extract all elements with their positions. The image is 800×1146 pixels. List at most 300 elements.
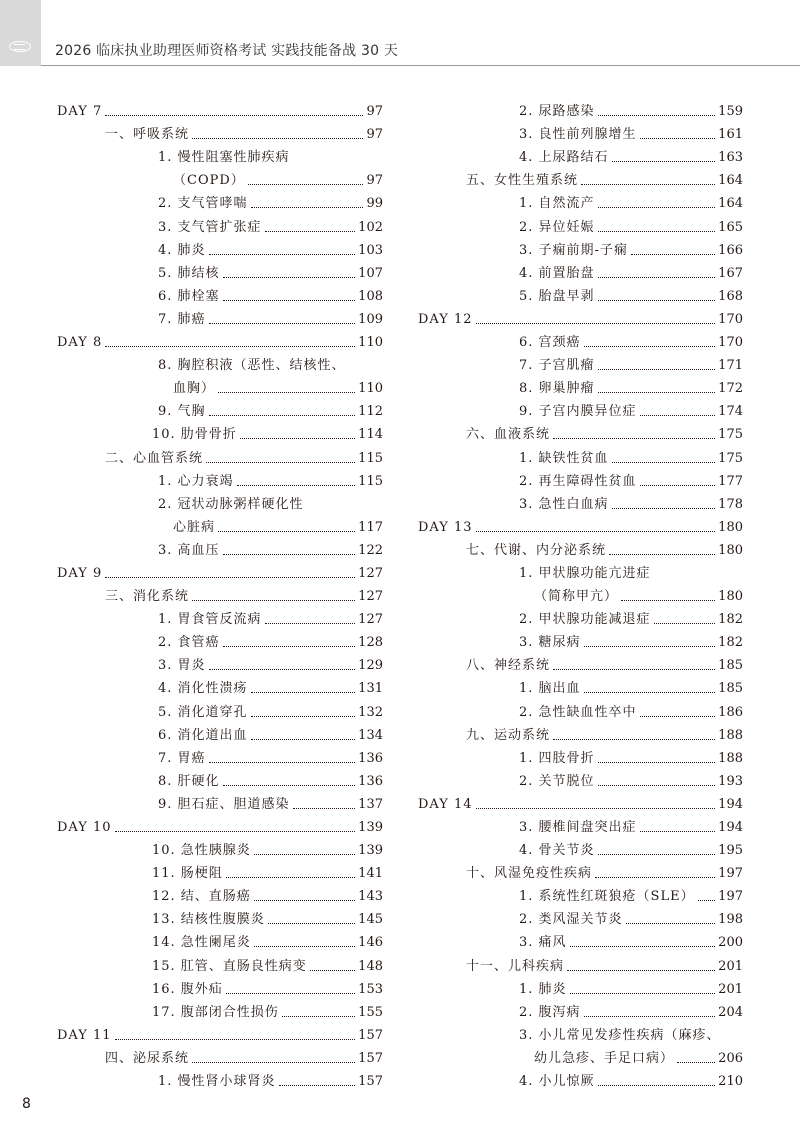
toc-entry [57, 950, 383, 973]
header-rule [41, 65, 800, 66]
toc-day-heading [57, 327, 383, 350]
dot-leader [640, 485, 716, 486]
toc-page-number: 168 [718, 288, 743, 304]
toc-entry-title: 1. 四肢骨折 [519, 750, 595, 766]
toc-entry-title: 九、运动系统 [466, 727, 551, 743]
toc-entry [57, 535, 383, 558]
toc-entry-title: DAY 13 [418, 519, 473, 535]
toc-entry-title: 七、代谢、内分泌系统 [466, 542, 607, 558]
toc-entry [418, 627, 743, 650]
dot-leader [218, 531, 355, 532]
toc-page-number: 127 [358, 612, 383, 628]
dot-leader [254, 946, 355, 947]
toc-entry [57, 350, 383, 373]
toc-page-number: 185 [718, 681, 743, 697]
dot-leader [223, 785, 356, 786]
toc-page-number: 148 [358, 958, 383, 974]
dot-leader [553, 669, 715, 670]
dot-leader [640, 415, 716, 416]
dot-leader [192, 1062, 355, 1063]
toc-page-number: 136 [358, 773, 383, 789]
toc-day-heading [57, 1020, 383, 1043]
dot-leader [553, 739, 715, 740]
dot-leader [598, 369, 716, 370]
toc-entry [57, 512, 383, 535]
toc-entry-title: DAY 7 [57, 104, 103, 120]
toc-page-number: 112 [358, 404, 383, 420]
toc-entry [418, 442, 743, 465]
toc-entry-title: 4. 小儿惊厥 [519, 1074, 595, 1090]
dot-leader [251, 716, 356, 717]
toc-page-number: 110 [358, 335, 383, 351]
dot-leader [476, 808, 716, 809]
toc-day-heading [418, 512, 743, 535]
toc-entry-title: 8. 肝硬化 [158, 773, 220, 789]
toc-entry [57, 650, 383, 673]
toc-entry-title: 3. 高血压 [158, 542, 220, 558]
header-tab [0, 0, 41, 66]
toc-entry-title: 5. 肺结核 [158, 265, 220, 281]
running-header-title: 2026 临床执业助理医师资格考试 实践技能备战 30 天 [55, 43, 399, 59]
toc-entry [418, 119, 743, 142]
toc-entry [57, 766, 383, 789]
toc-page-number: 155 [358, 1004, 383, 1020]
toc-entry-title: 1. 缺铁性贫血 [519, 450, 609, 466]
dot-leader [251, 207, 364, 208]
dot-leader [567, 970, 715, 971]
dot-leader [218, 392, 355, 393]
toc-section-heading [418, 165, 743, 188]
dot-leader [254, 900, 355, 901]
toc-entry [418, 581, 743, 604]
toc-entry [418, 188, 743, 211]
toc-page-number: 180 [718, 589, 743, 605]
toc-page-number: 103 [358, 242, 383, 258]
toc-entry [57, 188, 383, 211]
toc-entry-title: 6. 肺栓塞 [158, 288, 220, 304]
toc-page-number: 175 [718, 427, 743, 443]
toc-section-heading [418, 950, 743, 973]
toc-page-number: 141 [358, 866, 383, 882]
toc-day-heading [418, 789, 743, 812]
toc-entry-title: 五、女性生殖系统 [466, 173, 579, 189]
toc-page-number: 177 [718, 473, 743, 489]
toc-entry [57, 142, 383, 165]
toc-entry-title: DAY 8 [57, 335, 103, 351]
toc-entry [57, 904, 383, 927]
dot-leader [612, 161, 716, 162]
toc-entry [57, 211, 383, 234]
toc-entry [57, 997, 383, 1020]
toc-entry [57, 281, 383, 304]
dot-leader [105, 346, 355, 347]
toc-entry-title: 7. 肺癌 [158, 311, 206, 327]
page-number: 8 [22, 1096, 31, 1112]
toc-entry [57, 604, 383, 627]
dot-leader [584, 346, 716, 347]
toc-entry [57, 835, 383, 858]
toc-entry-title: 八、神经系统 [466, 658, 551, 674]
toc-section-heading [57, 119, 383, 142]
toc-page-number: 182 [718, 635, 743, 651]
toc-entry [57, 396, 383, 419]
toc-page-number: 129 [358, 658, 383, 674]
dot-leader [265, 623, 356, 624]
toc-entry-title: 3. 子痫前期-子痫 [519, 242, 628, 258]
dot-leader [698, 900, 716, 901]
toc-entry-title: 5. 消化道穿孔 [158, 704, 248, 720]
toc-page-number: 197 [718, 889, 743, 905]
toc-entry-title: 12. 结、直肠癌 [152, 889, 251, 905]
toc-page-number: 159 [718, 104, 743, 120]
toc-entry-title: 3. 良性前列腺增生 [519, 127, 637, 143]
toc-page-number: 174 [718, 404, 743, 420]
toc-entry-title: DAY 10 [57, 820, 112, 835]
toc-page-number: 161 [718, 127, 743, 143]
toc-page-number: 164 [718, 196, 743, 212]
toc-page-number: 110 [358, 381, 383, 397]
dot-leader [240, 438, 355, 439]
toc-page-number: 97 [366, 127, 383, 143]
toc-entry-title: 血胸） [173, 381, 216, 397]
toc-entry-title: 1. 心力衰竭 [158, 473, 234, 489]
toc-entry [57, 720, 383, 743]
toc-entry-title: 1. 脑出血 [519, 681, 581, 697]
dot-leader [570, 946, 716, 947]
dot-leader [581, 184, 715, 185]
toc-entry-title: 十、风湿免疫性疾病 [466, 866, 593, 882]
toc-day-heading [418, 304, 743, 327]
toc-entry-title: 2. 再生障碍性贫血 [519, 473, 637, 489]
toc-entry-title: 7. 子宫肌瘤 [519, 358, 595, 374]
toc-entry [418, 558, 743, 581]
toc-entry-title: 17. 腹部闭合性损伤 [152, 1004, 279, 1020]
dot-leader [584, 1016, 716, 1017]
toc-entry-title: DAY 12 [418, 311, 473, 327]
toc-entry [418, 1043, 743, 1066]
toc-page-number: 167 [718, 265, 743, 281]
toc-entry [418, 350, 743, 373]
toc-page-number: 185 [718, 658, 743, 674]
toc-entry [418, 235, 743, 258]
toc-page-number: 194 [718, 820, 743, 835]
toc-entry-title: 8. 胸腔积液（恶性、结核性、 [158, 358, 346, 374]
dot-leader [209, 254, 356, 255]
toc-entry-title: 3. 急性白血病 [519, 496, 609, 512]
toc-entry [418, 142, 743, 165]
toc-entry-title: 11. 肠梗阻 [152, 866, 223, 882]
toc-entry [418, 974, 743, 997]
toc-entry-title: 15. 肛管、直肠良性病变 [152, 958, 307, 974]
toc-entry [418, 835, 743, 858]
toc-entry [418, 696, 743, 719]
toc-entry-title: 1. 慢性阻塞性肺疾病 [158, 150, 290, 166]
toc-entry [418, 766, 743, 789]
toc-entry [57, 696, 383, 719]
dot-leader [654, 623, 716, 624]
toc-entry-title: 16. 腹外疝 [152, 981, 223, 997]
toc-entry-title: （简称甲亢） [534, 589, 619, 605]
toc-page-number: 117 [358, 519, 383, 535]
toc-entry [418, 743, 743, 766]
toc-page-number: 108 [358, 288, 383, 304]
toc-entry [57, 304, 383, 327]
toc-page-number: 170 [718, 335, 743, 351]
toc-entry-title: 三、消化系统 [105, 589, 190, 605]
toc-entry-title: 13. 结核性腹膜炎 [152, 912, 265, 928]
toc-page-number: 163 [718, 150, 743, 166]
toc-entry [418, 812, 743, 835]
toc-page-number: 114 [358, 427, 383, 443]
toc-entry [418, 604, 743, 627]
toc-entry [418, 396, 743, 419]
toc-entry-title: 1. 系统性红斑狼疮（SLE） [519, 889, 695, 905]
toc-entry [57, 743, 383, 766]
toc-entry [418, 927, 743, 950]
dot-leader [209, 762, 356, 763]
toc-entry-title: 4. 上尿路结石 [519, 150, 609, 166]
dot-leader [640, 138, 716, 139]
toc-entry-title: 2. 甲状腺功能减退症 [519, 612, 651, 628]
toc-entry [57, 165, 383, 188]
dot-leader [254, 854, 355, 855]
toc-page-number: 132 [358, 704, 383, 720]
toc-entry [418, 466, 743, 489]
toc-page-number: 127 [358, 589, 383, 605]
dot-leader [282, 1016, 355, 1017]
toc-entry-title: 2. 冠状动脉粥样硬化性 [158, 496, 304, 512]
toc-entry [57, 235, 383, 258]
toc-entry-title: 4. 消化性溃疡 [158, 681, 248, 697]
dot-leader [223, 646, 356, 647]
dot-leader [621, 600, 715, 601]
dot-leader [209, 323, 356, 324]
dot-leader [612, 508, 716, 509]
toc-page-number: 195 [718, 843, 743, 859]
toc-entry-title: 二、心血管系统 [105, 450, 204, 466]
dot-leader [476, 531, 716, 532]
toc-page-number: 131 [358, 681, 383, 697]
toc-entry [418, 281, 743, 304]
dot-leader [570, 993, 716, 994]
dot-leader [595, 877, 715, 878]
toc-section-heading [418, 720, 743, 743]
toc-entry [418, 373, 743, 396]
toc-page-number: 172 [718, 381, 743, 397]
toc-entry [57, 489, 383, 512]
dot-leader [598, 854, 716, 855]
publisher-logo-icon [9, 41, 31, 52]
toc-section-heading [418, 858, 743, 881]
toc-entry-title: 6. 消化道出血 [158, 727, 248, 743]
toc-page-number: 170 [718, 311, 743, 327]
toc-entry-title: 6. 宫颈癌 [519, 335, 581, 351]
dot-leader [598, 277, 716, 278]
toc-page-number: 107 [358, 265, 383, 281]
dot-leader [310, 970, 355, 971]
toc-entry [57, 419, 383, 442]
toc-page-number: 171 [718, 358, 743, 374]
toc-page-number: 134 [358, 727, 383, 743]
toc-entry-title: DAY 11 [57, 1027, 112, 1043]
toc-section-heading [57, 1043, 383, 1066]
toc-page-number: 178 [718, 496, 743, 512]
dot-leader [105, 577, 355, 578]
dot-leader [609, 554, 715, 555]
toc-page-number: 157 [358, 1074, 383, 1090]
dot-leader [115, 831, 356, 832]
toc-page-number: 97 [366, 173, 383, 189]
toc-entry-title: 3. 腰椎间盘突出症 [519, 820, 637, 835]
dot-leader [476, 323, 716, 324]
toc-section-heading [418, 650, 743, 673]
dot-leader [115, 1039, 356, 1040]
toc-entry [418, 258, 743, 281]
dot-leader [584, 692, 716, 693]
toc-page-number: 201 [718, 981, 743, 997]
toc-entry-title: 9. 胆石症、胆道感染 [158, 796, 290, 812]
dot-leader [612, 462, 716, 463]
toc-page-number: 99 [366, 196, 383, 212]
toc-page-number: 193 [718, 773, 743, 789]
dot-leader [223, 300, 356, 301]
dot-leader [598, 115, 716, 116]
dot-leader [251, 739, 356, 740]
toc-page-number: 97 [366, 104, 383, 120]
toc-entry-title: 一、呼吸系统 [105, 127, 190, 143]
toc-page-number: 210 [718, 1074, 743, 1090]
dot-leader [631, 254, 715, 255]
toc-entry-title: 3. 小儿常见发疹性疾病（麻疹、 [519, 1027, 721, 1043]
dot-leader [268, 923, 355, 924]
toc-entry [57, 673, 383, 696]
toc-entry-title: 2. 关节脱位 [519, 773, 595, 789]
dot-leader [265, 231, 356, 232]
toc-page-number: 153 [358, 981, 383, 997]
toc-entry [418, 96, 743, 119]
dot-leader [251, 692, 356, 693]
toc-entry-title: 2. 尿路感染 [519, 104, 595, 120]
dot-leader [192, 600, 355, 601]
toc-day-heading [57, 812, 383, 835]
toc-right-column [418, 96, 743, 1089]
toc-entry-title: 9. 气胸 [158, 404, 206, 420]
toc-page-number: 180 [718, 519, 743, 535]
toc-entry-title: 2. 腹泻病 [519, 1004, 581, 1020]
toc-page-number: 164 [718, 173, 743, 189]
dot-leader [584, 646, 716, 647]
toc-page-number: 115 [358, 473, 383, 489]
dot-leader [598, 785, 716, 786]
toc-entry-title: 7. 胃癌 [158, 750, 206, 766]
toc-section-heading [418, 419, 743, 442]
toc-page-number: 109 [358, 311, 383, 327]
toc-entry-title: 1. 甲状腺功能亢进症 [519, 565, 651, 581]
toc-entry [57, 373, 383, 396]
toc-entry [57, 466, 383, 489]
dot-leader [293, 808, 356, 809]
toc-entry-title: 四、泌尿系统 [105, 1050, 190, 1066]
toc-entry [418, 1066, 743, 1089]
toc-page-number: 145 [358, 912, 383, 928]
toc-entry [418, 327, 743, 350]
toc-entry-title: 2. 食管癌 [158, 635, 220, 651]
toc-entry-title: 3. 胃炎 [158, 658, 206, 674]
dot-leader [279, 1085, 356, 1086]
dot-leader [192, 138, 363, 139]
toc-entry-title: 4. 骨关节炎 [519, 843, 595, 859]
toc-page-number: 157 [358, 1027, 383, 1043]
toc-entry-title: 4. 肺炎 [158, 242, 206, 258]
toc-entry-title: 2. 异位妊娠 [519, 219, 595, 235]
toc-page-number: 136 [358, 750, 383, 766]
toc-entry [57, 627, 383, 650]
toc-page-number: 127 [358, 565, 383, 581]
dot-leader [223, 554, 356, 555]
toc-section-heading [57, 442, 383, 465]
toc-section-heading [57, 581, 383, 604]
dot-leader [598, 207, 716, 208]
toc-page-number: 201 [718, 958, 743, 974]
toc-page-number: 166 [718, 242, 743, 258]
toc-page-number: 206 [718, 1050, 743, 1066]
toc-page-number: 200 [718, 935, 743, 951]
dot-leader [598, 762, 716, 763]
toc-entry [418, 489, 743, 512]
toc-page-number: 198 [718, 912, 743, 928]
dot-leader [640, 716, 716, 717]
toc-entry-title: 14. 急性阑尾炎 [152, 935, 251, 951]
toc-page-number: 137 [358, 796, 383, 812]
toc-page-number: 165 [718, 219, 743, 235]
toc-entry-title: 1. 慢性肾小球肾炎 [158, 1074, 276, 1090]
toc-entry-title: 2. 支气管哮喘 [158, 196, 248, 212]
toc-left-column [57, 96, 383, 1089]
toc-entry-title: 2. 类风湿关节炎 [519, 912, 623, 928]
dot-leader [223, 277, 356, 278]
toc-entry-title: DAY 14 [418, 796, 473, 812]
toc-entry-title: 10. 急性胰腺炎 [152, 843, 251, 859]
dot-leader [226, 993, 355, 994]
dot-leader [640, 831, 716, 832]
dot-leader [237, 485, 356, 486]
toc-page-number: 204 [718, 1004, 743, 1020]
toc-entry-title: 六、血液系统 [466, 427, 551, 443]
toc-entry [418, 1020, 743, 1043]
toc-entry-title: 十一、儿科疾病 [466, 958, 565, 974]
toc-entry-title: 幼儿急疹、手足口病） [534, 1050, 675, 1066]
toc-entry-title: 10. 肋骨骨折 [152, 427, 237, 443]
toc-page-number: 143 [358, 889, 383, 905]
toc-entry-title: 1. 肺炎 [519, 981, 567, 997]
toc-page-number: 146 [358, 935, 383, 951]
dot-leader [553, 438, 715, 439]
toc-entry [57, 1066, 383, 1089]
toc-page-number: 180 [718, 542, 743, 558]
toc-entry-title: 8. 卵巢肿瘤 [519, 381, 595, 397]
toc-entry-title: 3. 痛风 [519, 935, 567, 951]
toc-page-number: 128 [358, 635, 383, 651]
toc-entry-title: 5. 胎盘早剥 [519, 288, 595, 304]
toc-entry-title: 心脏病 [173, 519, 216, 535]
toc-page-number: 175 [718, 450, 743, 466]
toc-entry [418, 997, 743, 1020]
toc-page-number: 139 [358, 820, 383, 835]
toc-page-number: 157 [358, 1050, 383, 1066]
dot-leader [677, 1062, 715, 1063]
toc-entry-title: 3. 支气管扩张症 [158, 219, 262, 235]
toc-entry [57, 881, 383, 904]
